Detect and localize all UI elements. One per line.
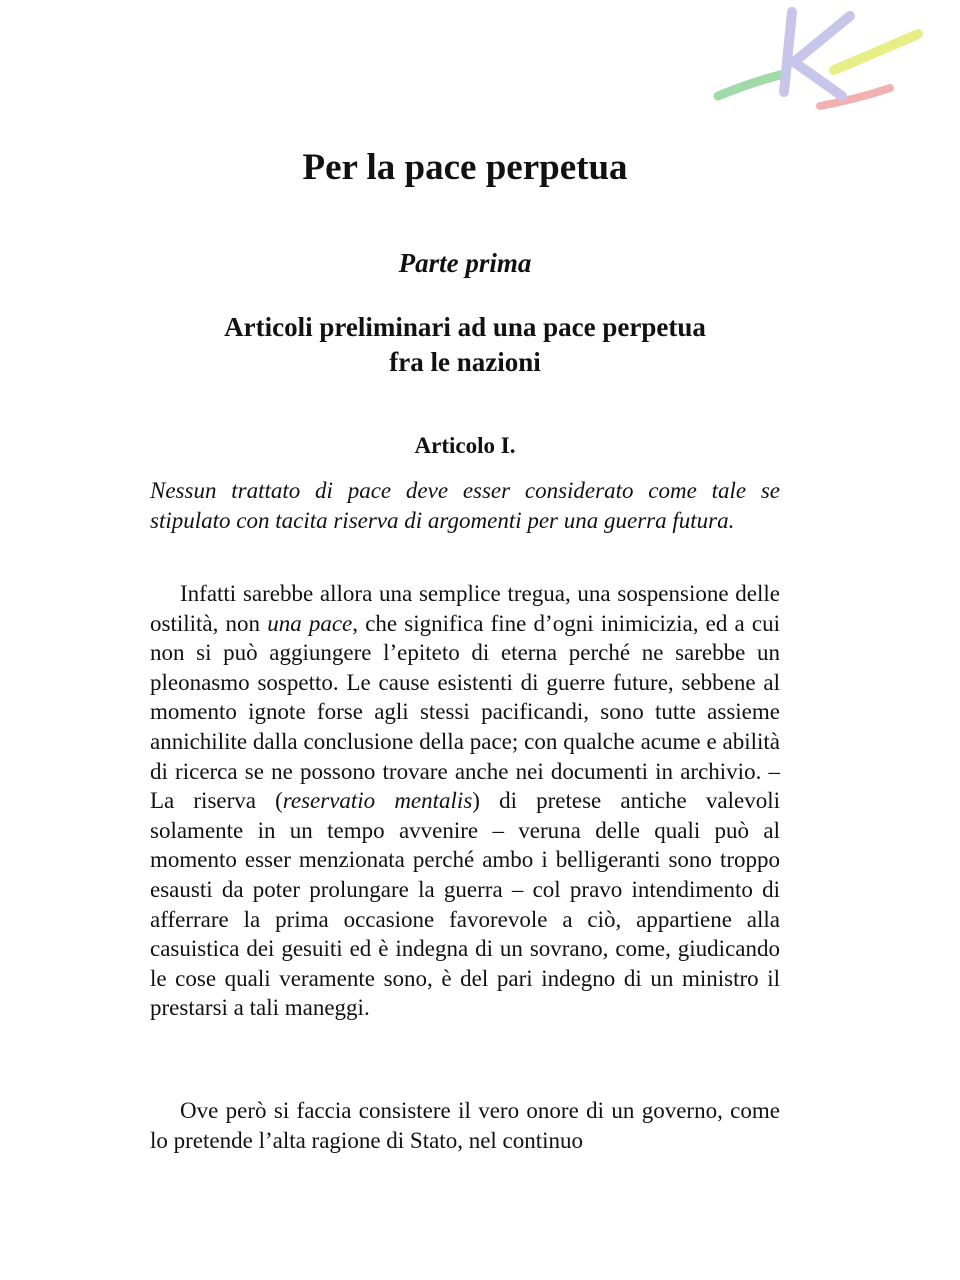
- page-title: Per la pace perpetua: [302, 147, 628, 188]
- emphasis-text: una pace: [267, 610, 353, 636]
- emphasis-text: reservatio mentalis: [282, 788, 473, 814]
- section-title-line: Articoli preliminari ad una pace perpetua: [224, 312, 706, 342]
- logo-yellow-stroke: [834, 34, 918, 70]
- body-paragraph: Ove però si faccia consistere il vero onore di un governo, come lo pretende l’alta ragione di Stato, nel continuo: [150, 1098, 780, 1153]
- section-title: [0, 310, 930, 380]
- article-statement: Nessun trattato di pace deve esser considerato come tale se stipulato con tacita riserva di argomenti per una guerra futura.: [150, 478, 780, 533]
- logo-k-stem: [784, 12, 792, 92]
- paragraph-text: ) di pretese antiche valevoli solamente in un tempo avvenire – veruna delle quali può al momento esser menzionata perché ambo i belligeranti sono troppo esausti da poter prolungare la guerra – col pravo intendimento di afferrare la prima occasione favorevole a ciò, appartiene alla casuistica dei gesuiti ed è indegna di un sovrano, come, giudicando le cose quali veramente sono, è del pari indegno di un ministro il prestarsi a tali maneggi.: [150, 788, 780, 1021]
- k-logo-icon: [712, 4, 926, 114]
- section-title-line: fra le nazioni: [389, 347, 541, 377]
- paragraph-text: Infatti sarebbe allora una semplice tregua, una sospensione delle ostilità, non: [150, 581, 780, 636]
- part-title: Parte prima: [398, 248, 532, 278]
- paragraph-text: , che significa fine d’ogni inimicizia, ed a cui non si può aggiungere l’epiteto di eterna perché ne sarebbe un pleonasmo sospetto. Le cause esistenti di guerre future, sebbene al momento ignote forse agli stessi pacificandi, sono tutte assieme annichilite dalla conclusione della pace; con qualche acume e abilità di ricerca se ne possono trovare anche nei documenti in archivio. – La riserva (: [150, 610, 780, 814]
- article-heading: Articolo I.: [414, 433, 516, 458]
- logo-green-stroke: [718, 74, 784, 96]
- logo-k-arms: [794, 16, 850, 96]
- body-paragraph: [150, 579, 780, 1023]
